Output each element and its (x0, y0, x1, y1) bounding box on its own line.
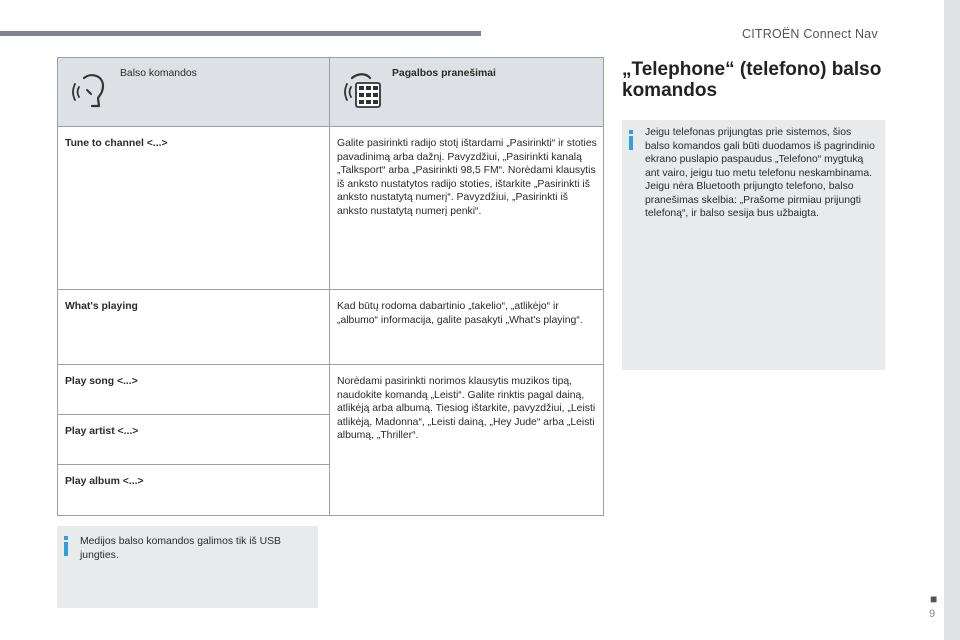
command-label: Play song <...> (65, 376, 138, 387)
table-row (58, 290, 604, 365)
command-label: Play album <...> (65, 476, 144, 487)
command-label: What's playing (65, 301, 138, 312)
info-icon (629, 130, 633, 134)
description-cell (330, 127, 604, 290)
table-row (58, 127, 604, 290)
info-note-telephone (622, 120, 885, 370)
command-description: Norėdami pasirinkti norimos klausytis muzikos tipą, naudokite komandą „Leisti“. Galite rinktis pagal dainą, atlikėją arba albumą. Tiesiog ištarkite, pavyzdžiui, „Leisti atlikėją, Madonna“, „Leisti dainą, „Hey Jude“ arba „Leisti albumą, „Thriller“. (337, 376, 596, 441)
command-cell (58, 365, 330, 415)
table-row (58, 365, 604, 415)
header-commands-label: Balso komandos (120, 68, 197, 79)
info-icon-bar (64, 542, 68, 556)
voice-help-messages-icon (342, 68, 382, 114)
voice-speaking-icon (70, 68, 110, 114)
page-edge-strip (944, 0, 960, 640)
command-cell (58, 415, 330, 465)
description-cell (330, 365, 604, 516)
command-cell (58, 127, 330, 290)
command-cell (58, 465, 330, 516)
description-cell (330, 290, 604, 365)
command-description: Galite pasirinkti radijo stotį ištardami „Pasirinkti“ ir stoties pavadinimą arba dažnį. Pavyzdžiui, „Pasirinkti kanalą „Talksport“ arba „Pasirinkti 98,5 FM“. Norėdami klausytis iš anksto nustatytos radijo stoties, ištarkite „Pasirinkti iš anksto nustatytą numerį“. Pavyzdžiui, „Pasirinkti iš anksto nustatytą numerį penki“. (337, 138, 597, 217)
corner-mark: ■ (930, 592, 938, 606)
voice-commands-table (57, 57, 604, 516)
header-messages-label: Pagalbos pranešimai (392, 68, 496, 79)
command-cell (58, 290, 330, 365)
table-header-row (58, 58, 604, 127)
command-description: Kad būtų rodoma dabartinio „takelio“, „atlikėjo“ ir „albumo“ informacija, galite pasakyti „What's playing“. (337, 301, 583, 326)
section-title: „Telephone“ (telefono) balso komandos (622, 59, 882, 101)
command-label: Tune to channel <...> (65, 138, 168, 149)
info-note-text: Jeigu telefonas prijungtas prie sistemos, šios balso komandos gali būti duodamos iš pagrindinio ekrano puslapio paspaudus „Telefono“ mygtuką ant vairo, jeigu tuo metu telefonu neskambinama. Jeigu nėra Bluetooth prijungto telefono, balso pranešimas skelbia: „Prašome pirmiau prijungti telefoną“, ir balso sesija bus užbaigta. (645, 127, 875, 219)
brand-label: CITROËN Connect Nav (742, 27, 878, 41)
info-note-usb (57, 526, 318, 608)
page-number: 9 (929, 608, 936, 620)
header-cell-messages (330, 58, 604, 127)
header-rule (0, 31, 481, 36)
command-label: Play artist <...> (65, 426, 139, 437)
info-note-text: Medijos balso komandos galimos tik iš USB jungties. (80, 536, 281, 561)
info-icon-bar (629, 136, 633, 150)
header-cell-commands (58, 58, 330, 127)
info-icon (64, 536, 68, 540)
